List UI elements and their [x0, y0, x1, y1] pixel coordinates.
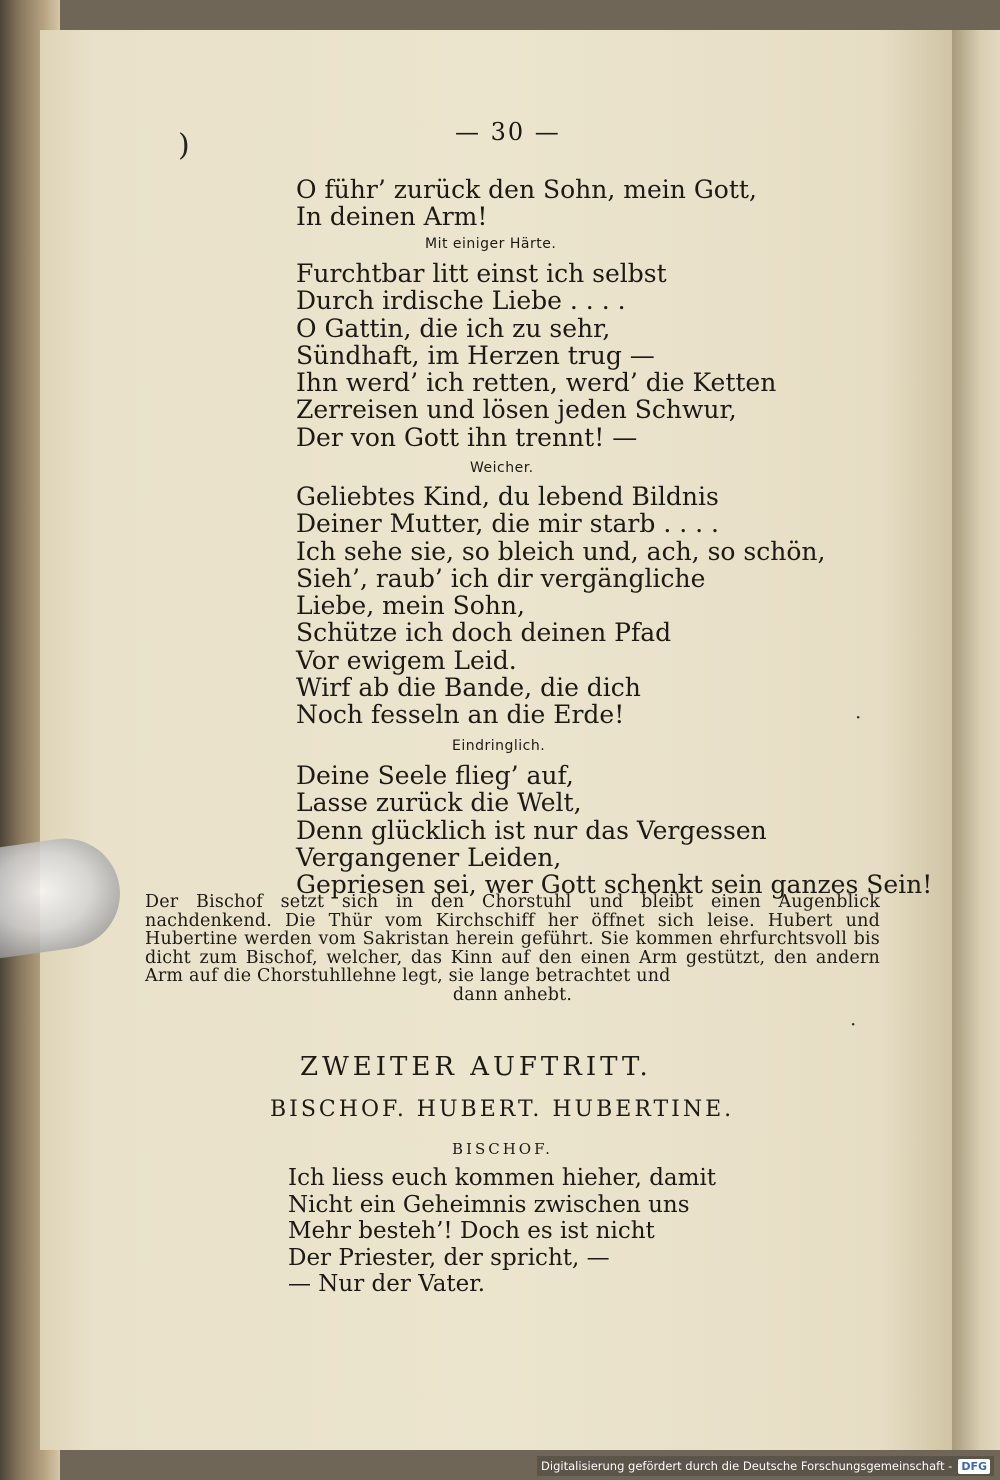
verse-line: Denn glücklich ist nur das Vergessen [296, 815, 767, 845]
stage-direction: Mit einiger Härte. [425, 236, 557, 252]
speaker-name: BISCHOF. [452, 1140, 553, 1158]
character-list: BISCHOF. HUBERT. HUBERTINE. [270, 1097, 735, 1122]
verse-line: Vor ewigem Leid. [296, 645, 517, 675]
scene-heading: ZWEITER AUFTRITT. [300, 1052, 652, 1082]
verse-line: O führ’ zurück den Sohn, mein Gott, [296, 175, 757, 204]
verse-block-1 [296, 176, 856, 231]
verse-line: Schütze ich doch deinen Pfad [296, 618, 672, 648]
verse-line: Ihn werd’ ich retten, werd’ die Ketten [296, 368, 777, 398]
prose-last-line: dann anhebt. [452, 984, 573, 1005]
verse-line: Noch fesseln an die Erde! [296, 700, 625, 730]
page-number: — 30 — [455, 118, 561, 146]
stage-direction-prose [145, 893, 880, 1005]
verse-line: Lasse zurück die Welt, [296, 788, 582, 818]
verse-line: Vergangener Leiden, [296, 842, 562, 872]
verse-line: Zerreisen und lösen jeden Schwur, [296, 395, 737, 425]
footer-text: Digitalisierung gefördert durch die Deutsche Forschungsgemeinschaft - [541, 1459, 953, 1473]
verse-line: Wirf ab die Bande, die dich [296, 673, 641, 703]
verse-line: Der von Gott ihn trennt! — [296, 422, 638, 452]
verse-block-2 [296, 260, 856, 451]
verse-block-4 [296, 761, 933, 900]
verse-line: Deiner Mutter, die mir starb . . . . [296, 509, 719, 539]
verse-line: Der Priester, der spricht, — [288, 1244, 610, 1271]
verse-line: Ich sehe sie, so bleich und, ach, so schön, [296, 536, 826, 566]
verse-line: Sieh’, raub’ ich dir vergängliche [296, 563, 706, 593]
verse-line: Durch irdische Liebe . . . . [296, 286, 626, 316]
verse-line: Liebe, mein Sohn, [296, 591, 525, 621]
next-page-edge [952, 30, 1000, 1450]
verse-line: Nicht ein Geheimnis zwischen uns [288, 1191, 690, 1218]
prose-text: Der Bischof setzt sich in den Chorstuhl und bleibt einen Augenblick nachdenkend. Die Thür vom Kirchschiff her öffnet sich leise. Hubert und Hubertine werden vom Sakristan herein geführt. Sie kommen ehrfurchtsvoll bis dicht zum Bischof, welcher, das Kinn auf den einen Arm gestützt, den andern Arm auf die Chorstuhllehne legt, sie lange betrachtet und [145, 892, 880, 987]
digitization-footer [537, 1456, 994, 1476]
verse-line: In deinen Arm! [296, 202, 488, 232]
stage-direction: Weicher. [470, 460, 534, 476]
verse-line: Geliebtes Kind, du lebend Bildnis [296, 482, 719, 511]
stray-mark: · [850, 1012, 857, 1036]
verse-line: — Nur der Vater. [288, 1271, 486, 1297]
margin-mark: ) [178, 128, 190, 163]
verse-line: Gepriesen sei, wer Gott schenkt sein ganzes Sein! [296, 870, 933, 900]
stray-mark: · [855, 705, 862, 729]
verse-line: Ich liess euch kommen hieher, damit [288, 1165, 717, 1191]
verse-block-5 [288, 1165, 808, 1298]
verse-block-3 [296, 483, 856, 729]
verse-line: Sündhaft, im Herzen trug — [296, 340, 655, 370]
verse-line: Furchtbar litt einst ich selbst [296, 259, 667, 288]
verse-line: Mehr besteh’! Doch es ist nicht [288, 1218, 655, 1244]
dfg-logo-icon: DFG [958, 1459, 990, 1474]
verse-line: Deine Seele flieg’ auf, [296, 761, 574, 790]
stage-direction: Eindringlich. [452, 738, 546, 754]
verse-line: O Gattin, die ich zu sehr, [296, 313, 611, 343]
